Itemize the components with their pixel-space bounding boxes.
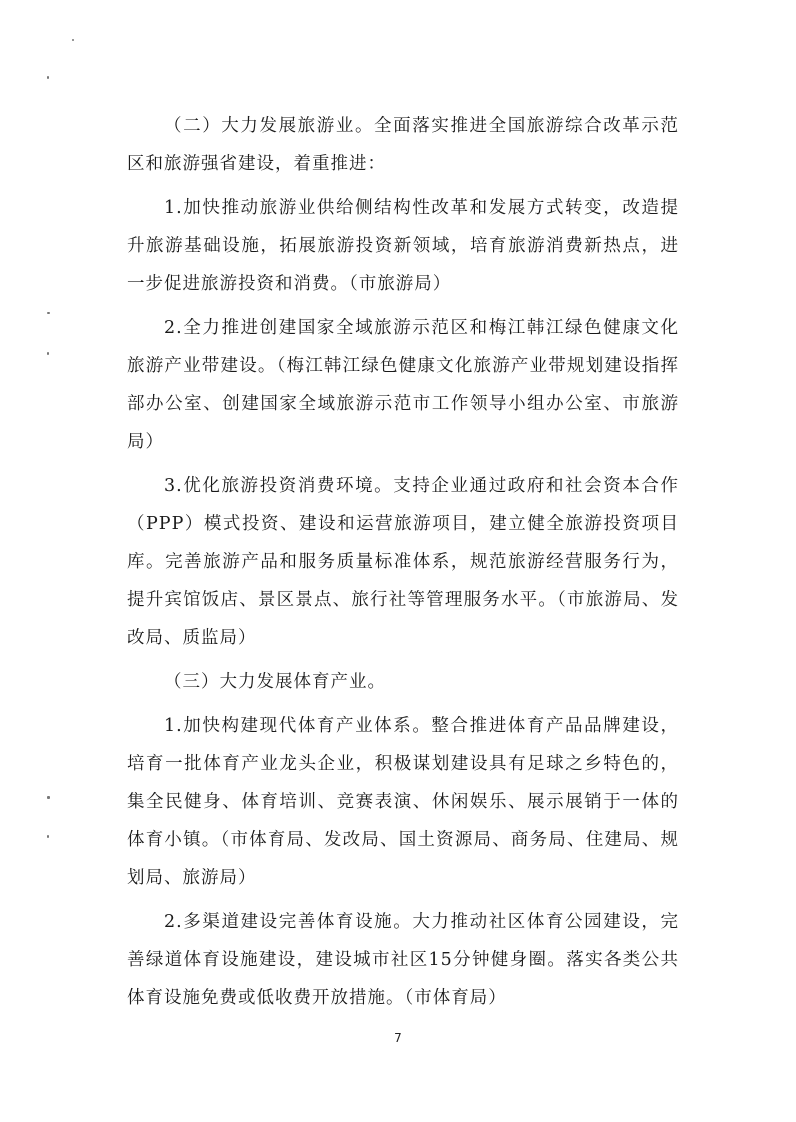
scan-speck [47,835,49,838]
scan-speck [47,312,50,314]
sports-item-2: 2.多渠道建设完善体育设施。大力推动社区体育公园建设，完善绿道体育设施建设，建设城市社区15分钟健身圈。落实各类公共体育设施免费或低收费开放措施。（市体育局） [127,912,679,1008]
scan-speck [72,39,74,41]
section-heading-sports: （三）大力发展体育产业。 [164,672,386,692]
scan-speck [47,76,49,79]
scan-speck [47,352,49,355]
section-heading-tourism: （二）大力发展旅游业。全面落实推进全国旅游综合改革示范区和旅游强省建设，着重推进： [127,116,679,174]
tourism-item-3: 3.优化旅游投资消费环境。支持企业通过政府和社会资本合作（PPP）模式投资、建设和运营旅游项目，建立健全旅游投资项目库。完善旅游产品和服务质量标准体系，规范旅游经营服务行为，提升宾馆饭店、景区景点、旅行社等管理服务水平。（市旅游局、发改局、质监局） [127,476,679,648]
tourism-item-2: 2.全力推进创建国家全域旅游示范区和梅江韩江绿色健康文化旅游产业带建设。（梅江韩江绿色健康文化旅游产业带规划建设指挥部办公室、创建国家全域旅游示范市工作领导小组办公室、市旅游局） [127,318,679,452]
sports-item-1: 1.加快构建现代体育产业体系。整合推进体育产品品牌建设，培育一批体育产业龙头企业，积极谋划建设具有足球之乡特色的，集全民健身、体育培训、竞赛表演、休闲娱乐、展示展销于一体的体育小镇。（市体育局、发改局、国土资源局、商务局、住建局、规划局、旅游局） [127,716,679,888]
tourism-item-1: 1.加快推动旅游业供给侧结构性改革和发展方式转变，改造提升旅游基础设施，拓展旅游投资新领域，培育旅游消费新热点，进一步促进旅游投资和消费。（市旅游局） [127,198,679,294]
scan-speck [47,796,50,799]
page-number: 7 [394,1031,402,1045]
document-body [127,107,679,1023]
